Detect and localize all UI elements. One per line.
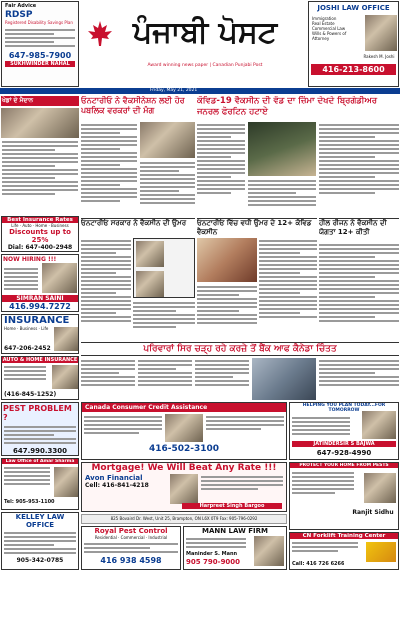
masthead bbox=[80, 1, 306, 87]
main-headline-right[interactable] bbox=[197, 96, 399, 120]
main-headline-left[interactable] bbox=[81, 96, 195, 120]
covid-story-col-3 bbox=[319, 122, 399, 216]
now-hiring-ad[interactable] bbox=[1, 254, 79, 312]
headline-covid: ਕੋਵਿਡ-19 ਵੈਕਸੀਨ ਦੀ ਵੰਡ ਦਾ ਜ਼ਿੰਮਾ ਦੇਖਦੇ ਬ੍ਰਿਗੇਡੀਅਰ ਜਨਰਲ ਫੋਰਟਿਨ ਹਟਾਏ bbox=[197, 96, 378, 117]
royal-phone: 416 938 4598 bbox=[100, 556, 162, 565]
amar-phone: Tel: 905-953-1100 bbox=[4, 499, 55, 505]
best-insurance-title: Best Insurance Rates bbox=[2, 217, 78, 223]
peel-region-headline[interactable] bbox=[319, 218, 399, 240]
covid-story-col-2 bbox=[248, 178, 316, 216]
center-story-photo bbox=[197, 238, 257, 282]
lower-left-headline[interactable] bbox=[81, 218, 195, 236]
masthead-tagline: Award winning news paper | Canadian Punjabi Post bbox=[147, 63, 263, 68]
address-strip bbox=[81, 514, 287, 524]
kelley-law-ad[interactable] bbox=[1, 512, 79, 570]
joshi-law-ad[interactable] bbox=[308, 1, 399, 87]
fair-advice-tag: Fair Advice bbox=[5, 3, 37, 9]
consumer-title: Canada Consumer Credit Assistance bbox=[82, 403, 286, 412]
ins-line-life: Life bbox=[41, 326, 49, 331]
headline-center-story: ਓਨਟਾਰੀਓ ਵਿੱਚ ਵਧੀ ਉਮਰ ਦੇ 12+ ਕੋਵਿਡ ਵੈਕਸੀਨ bbox=[197, 219, 312, 236]
rdsp-phone: 647-985-7900 bbox=[8, 51, 72, 60]
insurance-ad[interactable]: INSURANCE Home · Business · Life 647-206-2452 bbox=[1, 314, 79, 354]
forklift-phone: Call: 416 726 6266 bbox=[292, 561, 345, 567]
headline-ontario: ਓਨਟਾਰੀਓ ਨੇ ਵੈਕਸੀਨੇਸ਼ਨ ਲਈ ਹੋਰ ਪਬਲਿਕ ਵਰਕਰਾਂ ਦੀ ਮੰਗ bbox=[81, 96, 185, 115]
helping-title: HELPING YOU PLAN TODAY...FOR TOMORROW bbox=[302, 403, 386, 413]
service-2: Real Estate bbox=[312, 21, 335, 26]
forklift-ad[interactable] bbox=[289, 532, 399, 570]
pest-title: PEST PROBLEM ? bbox=[3, 404, 72, 422]
headline-vaccine-age: ਓਨਟਾਰੀਓ ਸਰਕਾਰ ਨੇ ਵੈਕਸੀਨ ਦੀ ਉਮਰ bbox=[81, 219, 187, 227]
mortgage-phone: Cell: 416-841-4218 bbox=[85, 482, 149, 489]
helping-name: JATINDERSIR S BAJWA bbox=[292, 441, 396, 447]
story-left-col bbox=[81, 122, 137, 216]
joshi-photo bbox=[365, 15, 397, 51]
fair-advice-ad[interactable] bbox=[1, 1, 79, 87]
joshi-name: Rakesh M. Joshi bbox=[363, 54, 395, 59]
headline-bank-of-canada: ਪਰਿਵਾਰਾਂ ਸਿਰ ਚੜ੍ਹ ਰਹੇ ਕਰਜ਼ੇ ਤੋਂ ਬੈਂਕ ਆਫ ਕੈਨੇਡਾ ਚਿੰਤਤ bbox=[143, 344, 337, 354]
consumer-phone: 416-502-3100 bbox=[148, 444, 220, 454]
masthead-title[interactable]: ਪੰਜਾਬੀ ਪੋਸਟ bbox=[132, 15, 278, 50]
page-bottom bbox=[0, 572, 400, 618]
mortgage-title: Mortgage! We Will Beat Any Rate !!! bbox=[91, 463, 277, 473]
auto-home-insurance-ad[interactable] bbox=[1, 356, 79, 400]
mann-title: MANN LAW FIRM bbox=[201, 527, 268, 535]
address-text: 825 Bovaird Dr. West, Unit 25, Brampton, ON L6X 0T9 Fax: 905-796-0292 bbox=[110, 516, 258, 521]
insurance-title: INSURANCE bbox=[4, 315, 70, 326]
kelley-title: KELLEY LAW OFFICE bbox=[15, 513, 65, 529]
center-lower-story bbox=[133, 300, 195, 340]
best-insurance-dial: Dial: 647-400-2948 bbox=[7, 244, 73, 251]
center-ad-box[interactable] bbox=[133, 238, 195, 298]
protect-title: PROTECT YOUR HOME FROM PESTS bbox=[290, 463, 398, 468]
best-insurance-ad[interactable]: Best Insurance Rates Life · Auto · Home · Business Discounts up to 25% Dial: 647-400-2948 bbox=[1, 216, 79, 252]
ins-line-business: Business bbox=[19, 326, 38, 331]
royal-sub: Residential · Commercial · Industrial bbox=[94, 535, 168, 540]
auto-home-title: AUTO & HOME INSURANCE bbox=[2, 357, 78, 363]
story-photo-1 bbox=[140, 122, 195, 158]
helping-phone: 647-928-4990 bbox=[316, 449, 372, 457]
dateline: Friday, May 21, 2021 bbox=[150, 88, 198, 93]
fortin-photo bbox=[248, 122, 316, 176]
rdsp-title: RDSP bbox=[5, 10, 33, 20]
mann-name: Maninder S. Mann bbox=[186, 551, 238, 557]
service-1: Immigration bbox=[312, 16, 337, 21]
ins-line-home: Home bbox=[4, 326, 16, 331]
service-4: Wills & Powers of Attorney bbox=[312, 31, 347, 41]
protect-name: Ranjit Sidhu bbox=[352, 509, 394, 516]
amar-title: Law Office of Amar Sharma bbox=[2, 459, 78, 464]
consumer-credit-ad[interactable] bbox=[81, 402, 287, 460]
mann-law-ad[interactable] bbox=[183, 526, 287, 570]
now-hiring-title: NOW HIRING !!! bbox=[3, 256, 57, 263]
insurance-phone: 647-206-2452 bbox=[4, 345, 51, 352]
dateline-strip bbox=[0, 88, 400, 94]
lower-left-story bbox=[81, 238, 131, 340]
center-story-col-a bbox=[259, 238, 317, 340]
forklift-title: CN Forklift Training Center bbox=[290, 533, 398, 539]
auto-home-phone: (416-845-1252) bbox=[4, 391, 57, 398]
joshi-phone: 416-213-8600 bbox=[311, 64, 396, 75]
kelley-phone: 905-342-0785 bbox=[16, 557, 64, 564]
rdsp-subtitle: Registered Disability Savings Plan bbox=[5, 20, 73, 25]
simran-name: SIMRAN SAINI bbox=[2, 295, 78, 302]
wide-banner-headline[interactable] bbox=[81, 342, 399, 356]
story-mid-col bbox=[140, 160, 195, 216]
bank-story-right bbox=[319, 358, 399, 400]
peel-story bbox=[319, 242, 399, 340]
mortgage-ad[interactable] bbox=[81, 462, 287, 512]
mann-phone: 905 790-9000 bbox=[186, 558, 241, 566]
helping-plan-ad[interactable] bbox=[289, 402, 399, 460]
amar-sharma-ad[interactable] bbox=[1, 458, 79, 510]
pest-phone: 647.990.3300 bbox=[12, 447, 68, 455]
rdsp-agent-name: SUKHWINDER NAHAL bbox=[5, 61, 75, 67]
mortgage-brand: Avon Financial bbox=[85, 474, 143, 482]
royal-title: Royal Pest Control bbox=[94, 527, 168, 535]
joshi-title: JOSHI LAW OFFICE bbox=[317, 4, 390, 12]
headline-peel-region: ਹੀਲ ਰੀਜਨ ਨੇ ਵੈਕਸੀਨ ਦੀ ਯੋਗਤਾ 12+ ਕੀਤੀ bbox=[319, 219, 387, 236]
protect-home-ad[interactable] bbox=[289, 462, 399, 530]
center-story-headline[interactable] bbox=[197, 218, 317, 236]
bank-story bbox=[81, 358, 249, 400]
service-3: Commercial Law bbox=[312, 26, 346, 31]
simran-phone: 416.994.7272 bbox=[9, 302, 71, 311]
pest-problem-ad[interactable] bbox=[1, 402, 79, 456]
left-column-top-story: ਖੇਡਾਂ ਦੇ ਮੈਦਾਨ bbox=[1, 96, 79, 214]
center-story-col-b bbox=[197, 284, 257, 340]
covid-story-col bbox=[197, 122, 245, 216]
royal-pest-ad[interactable] bbox=[81, 526, 181, 570]
bank-photo bbox=[252, 358, 316, 400]
mortgage-agent: Harpreet Singh Bargoo bbox=[182, 503, 282, 509]
